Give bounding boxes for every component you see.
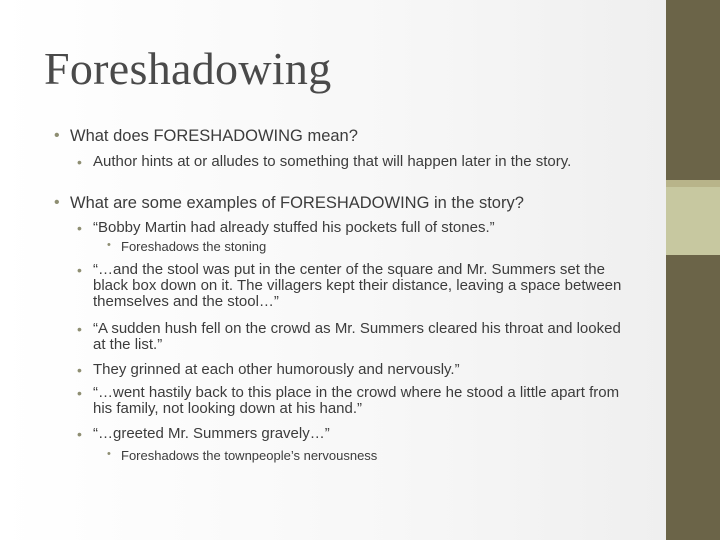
bullet-question-2: • What are some examples of FORESHADOWING in the story? xyxy=(54,194,524,212)
bullet-dot: • xyxy=(77,154,82,170)
bullet-dot: • xyxy=(77,262,82,278)
slide-title: Foreshadowing xyxy=(44,43,332,94)
sidebar-band xyxy=(666,0,720,540)
bullet-dot: • xyxy=(54,194,60,211)
bullet-example-1: • “Bobby Martin had already stuffed his pockets full of stones.” xyxy=(77,219,495,236)
bullet-dot: • xyxy=(77,220,82,236)
bullet-dot: • xyxy=(54,127,60,144)
bullet-dot: • xyxy=(77,362,82,378)
bullet-dot: • xyxy=(77,426,82,442)
bullet-dot: • xyxy=(107,239,111,251)
bullet-example-5: • “…went hastily back to this place in the crowd where he stood a little apart from his family, not looking down at his hand.” xyxy=(77,384,620,417)
bullet-example-6: • “…greeted Mr. Summers gravely…” xyxy=(77,425,330,442)
bullet-example-3: • “A sudden hush fell on the crowd as Mr. Summers cleared his throat and looked at the list.” xyxy=(77,320,621,353)
bullet-example-6-note: • Foreshadows the townpeople’s nervousness xyxy=(107,448,378,463)
bullet-dot: • xyxy=(107,448,111,460)
bullet-example-2: • “…and the stool was put in the center of the square and Mr. Summers set the black box down on it. The villagers kept their distance, leaving a space between themselves and the stool…” xyxy=(77,261,622,310)
bullet-dot: • xyxy=(77,385,82,401)
bullet-dot: • xyxy=(77,321,82,337)
bullet-example-1-note: • Foreshadows the stoning xyxy=(107,239,267,254)
bullet-definition: • Author hints at or alludes to something that will happen later in the story. xyxy=(77,153,572,170)
sidebar-band-accent-block xyxy=(666,187,720,255)
bullet-question-1: • What does FORESHADOWING mean? xyxy=(54,127,358,145)
bullet-example-4: • They grinned at each other humorously and nervously.” xyxy=(77,361,460,378)
sidebar-band-accent-line xyxy=(666,180,720,187)
